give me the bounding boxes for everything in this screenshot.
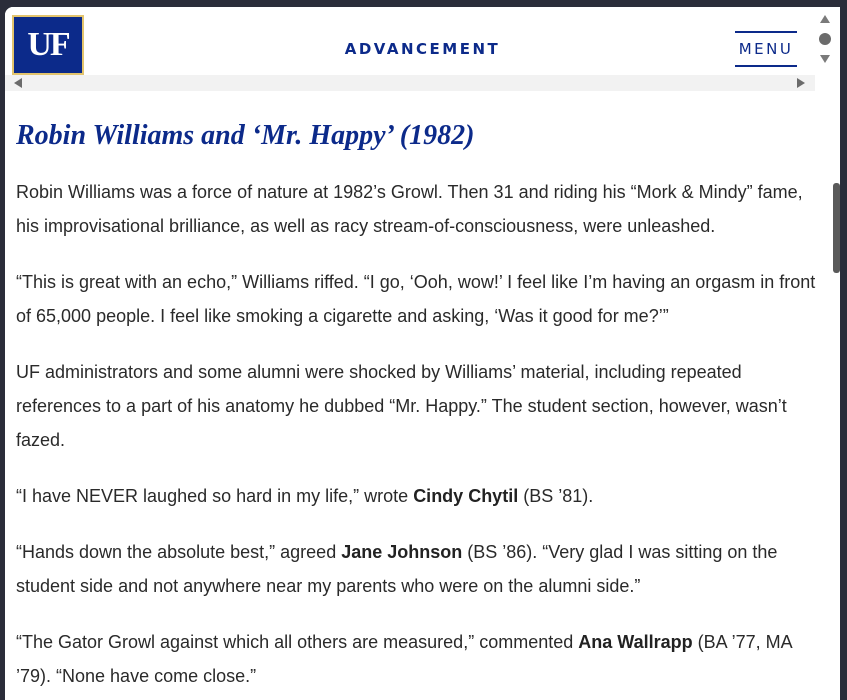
quote-text: “Hands down the absolute best,” agreed xyxy=(16,542,342,562)
quote-text: “I have NEVER laughed so hard in my life,” wrote xyxy=(16,486,414,506)
scroll-thumb-icon[interactable] xyxy=(819,33,831,45)
scroll-down-arrow-icon[interactable] xyxy=(820,55,830,63)
browser-window xyxy=(5,7,840,700)
site-header xyxy=(5,7,840,81)
menu-button[interactable]: MENU xyxy=(735,31,797,67)
scroll-up-arrow-icon[interactable] xyxy=(820,15,830,23)
scroll-left-arrow-icon[interactable] xyxy=(14,78,22,88)
scroll-right-arrow-icon[interactable] xyxy=(797,78,805,88)
paragraph-5 xyxy=(16,535,821,603)
logo-text: UF xyxy=(14,17,82,73)
paragraph-1: Robin Williams was a force of nature at 1982’s Growl. Then 31 and riding his “Mork & Mindy” fame, his improvisational brilliance, as well as racy stream-of-consciousness, were unleashed. xyxy=(16,182,803,236)
site-title: ADVANCEMENT xyxy=(344,40,501,58)
quote-suffix: (BS ’86). “Very glad I was sitting on the student side and not anywhere near my parents who were on the alumni side.” xyxy=(16,542,778,596)
person-name: Jane Johnson xyxy=(341,542,463,562)
paragraph-4 xyxy=(16,479,821,513)
quote-suffix: (BS ’81). xyxy=(518,486,594,506)
paragraph-3: UF administrators and some alumni were shocked by Williams’ material, including repeated references to a part of his anatomy he dubbed “Mr. Happy.” The student section, however, wasn’t fazed. xyxy=(16,362,787,450)
quote-text: “The Gator Growl against which all others are measured,” commented xyxy=(16,632,579,652)
horizontal-scrollbar[interactable] xyxy=(5,75,840,91)
article-title: Robin Williams and ‘Mr. Happy’ (1982) xyxy=(16,120,475,151)
person-name: Cindy Chytil xyxy=(413,486,519,506)
paragraph-2: “This is great with an echo,” Williams riffed. “I go, ‘Ooh, wow!’ I feel like I’m having an orgasm in front of 65,000 people. I feel like smoking a cigarette and asking, ‘Was it good for me?’” xyxy=(16,272,816,326)
person-name: Ana Wallrapp xyxy=(578,632,693,652)
article-content xyxy=(16,115,821,700)
page-scrollbar-thumb[interactable] xyxy=(833,183,840,273)
paragraph-6 xyxy=(16,625,821,693)
quote-suffix: (BA ’77, MA ’79). “None have come close.” xyxy=(16,632,792,686)
